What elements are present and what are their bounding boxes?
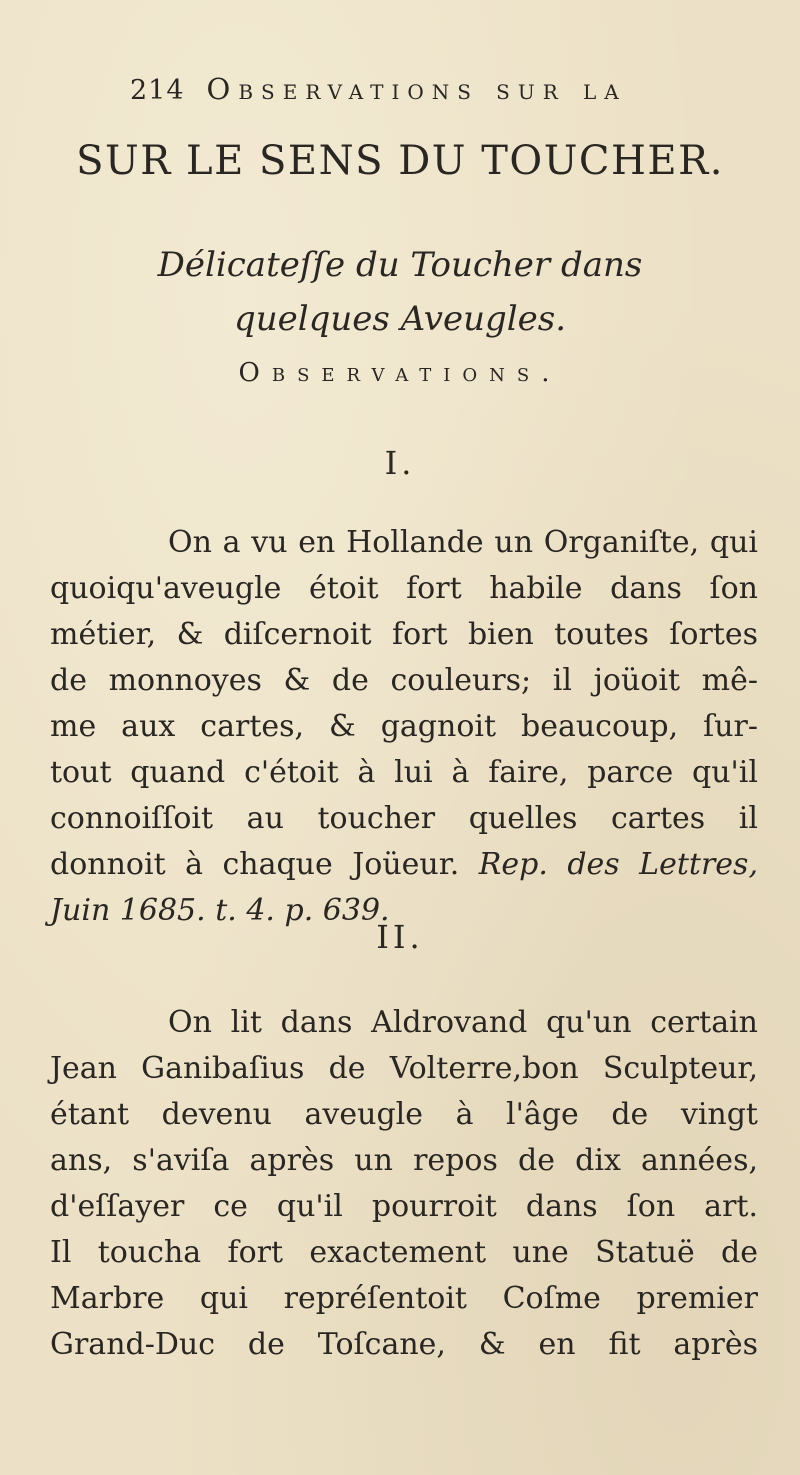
text-line-with-reference [0, 842, 800, 888]
reference-line: Juin 1685. t. 4. p. 639. [50, 893, 390, 928]
running-head-title: Observations sur la [206, 72, 627, 106]
subtitle-line-2: quelques Aveugles. [233, 299, 567, 339]
text-line: Il toucha fort exactement une Statuë de [50, 1235, 758, 1270]
text-line: connoiſſoit au toucher quelles cartes il [50, 801, 758, 836]
text-line: On lit dans Aldrovand qu'un certain [168, 1005, 758, 1040]
page-number: 214 [130, 75, 185, 106]
text-line: tout quand c'étoit à lui à faire, parce qu'il [50, 755, 758, 790]
text-line: me aux cartes, & gagnoit beaucoup, ſur- [50, 709, 758, 744]
text-line: Marbre qui repréſentoit Coſme premier [50, 1281, 758, 1316]
observation-2-numeral: II. [376, 918, 424, 956]
text-line: étant devenu aveugle à l'âge de vingt [50, 1097, 758, 1132]
text-line: Grand-Duc de Toſcane, & en fit après [50, 1327, 758, 1362]
text-segment: donnoit à chaque Joüeur. [50, 847, 460, 882]
text-line: Jean Ganibaſius de Volterre,bon Sculpteur, [50, 1051, 758, 1086]
text-line: ans, s'aviſa après un repos de dix années, [50, 1143, 758, 1178]
text-line: métier, & diſcernoit fort bien toutes ſortes [50, 617, 758, 652]
section-title: SUR LE SENS DU TOUCHER. [76, 138, 724, 184]
subtitle-line-1: Délicateſſe du Toucher dans [157, 245, 643, 285]
subtitle [0, 238, 800, 346]
observation-2-paragraph [0, 1000, 800, 1368]
running-head [130, 72, 750, 118]
text-line: d'eſſayer ce qu'il pourroit dans ſon art. [50, 1189, 758, 1224]
reference-inline: Rep. des Lettres, [478, 847, 758, 882]
observations-heading: Observations. [238, 358, 562, 388]
observation-1-numeral: I. [384, 444, 416, 482]
text-line: de monnoyes & de couleurs; il joüoit mê- [50, 663, 758, 698]
text-line: quoiqu'aveugle étoit fort habile dans ſon [50, 571, 758, 606]
observation-1-paragraph [0, 520, 800, 934]
text-line: On a vu en Hollande un Organiſte, qui [168, 525, 758, 560]
